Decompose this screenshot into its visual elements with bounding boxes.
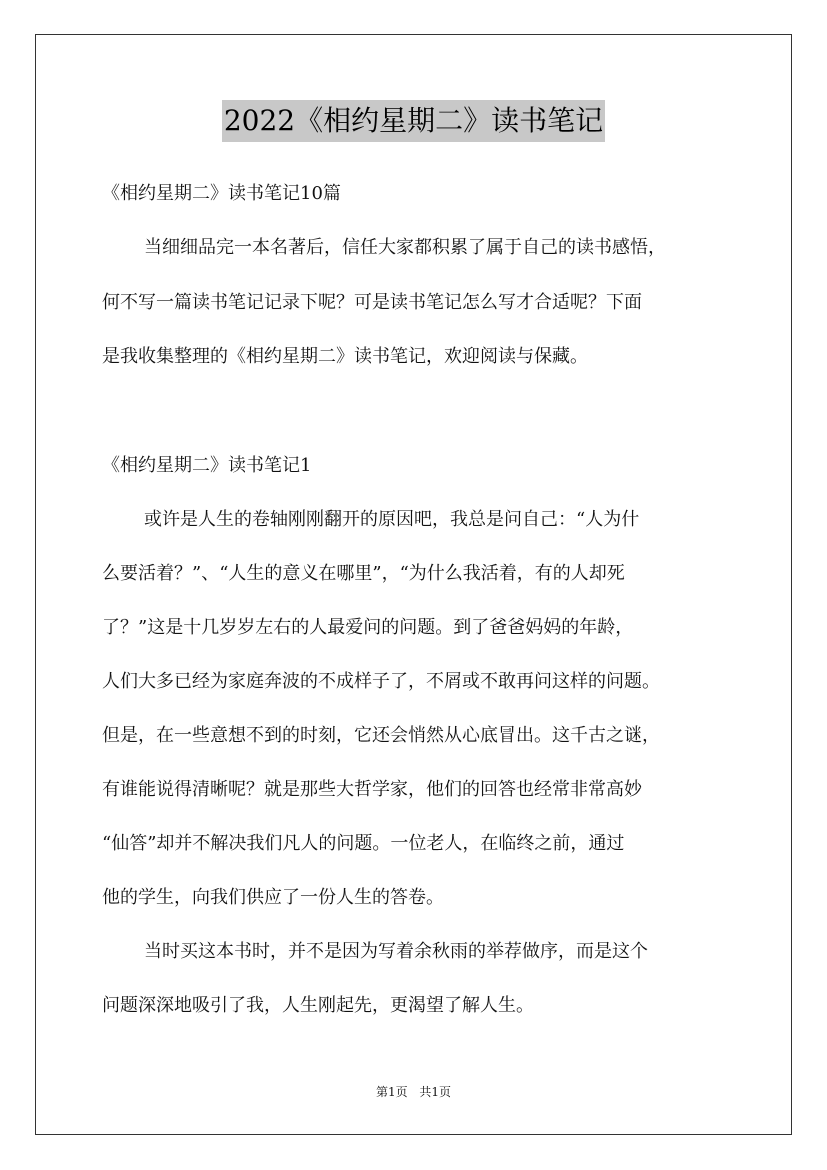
intro-line: 是我收集整理的《相约星期二》读书笔记，欢迎阅读与保藏。 [102,346,588,367]
page-footer [0,1084,827,1100]
title-container [0,100,827,142]
paragraph1-line: 有谁能说得清晰呢？就是那些大哲学家，他们的回答也经常非常高妙 [102,779,642,800]
document-subtitle: 《相约星期二》读书笔记10篇 [102,183,341,204]
paragraph1-line: 但是，在一些意想不到的时刻，它还会悄然从心底冒出。这千古之谜， [102,725,660,746]
paragraph2-line: 当时买这本书时，并不是因为写着余秋雨的举荐做序，而是这个 [144,941,648,962]
paragraph1-line: 他的学生，向我们供应了一份人生的答卷。 [102,887,444,908]
paragraph1-line: 么要活着？”、“人生的意义在哪里”，“为什么我活着，有的人却死 [102,563,625,584]
paragraph1-line: “仙答”却并不解决我们凡人的问题。一位老人，在临终之前，通过 [102,833,625,854]
page-number-total: 共1页 [419,1085,452,1099]
intro-line: 何不写一篇读书笔记记录下呢？可是读书笔记怎么写才合适呢？下面 [102,292,642,313]
paragraph1-line: 人们大多已经为家庭奔波的不成样子了，不屑或不敢再问这样的问题。 [102,671,660,692]
section-heading: 《相约星期二》读书笔记1 [102,455,312,476]
document-title: 2022《相约星期二》读书笔记 [222,100,605,142]
paragraph1-line: 或许是人生的卷轴刚刚翻开的原因吧，我总是问自己：“人为什 [144,509,640,530]
intro-line: 当细细品完一本名著后，信任大家都积累了属于自己的读书感悟， [144,237,666,258]
paragraph2-line: 问题深深地吸引了我，人生刚起先，更渴望了解人生。 [102,995,534,1016]
page-number-current: 第1页 [375,1085,408,1099]
paragraph1-line: 了？”这是十几岁岁左右的人最爱问的问题。到了爸爸妈妈的年龄， [102,617,634,638]
